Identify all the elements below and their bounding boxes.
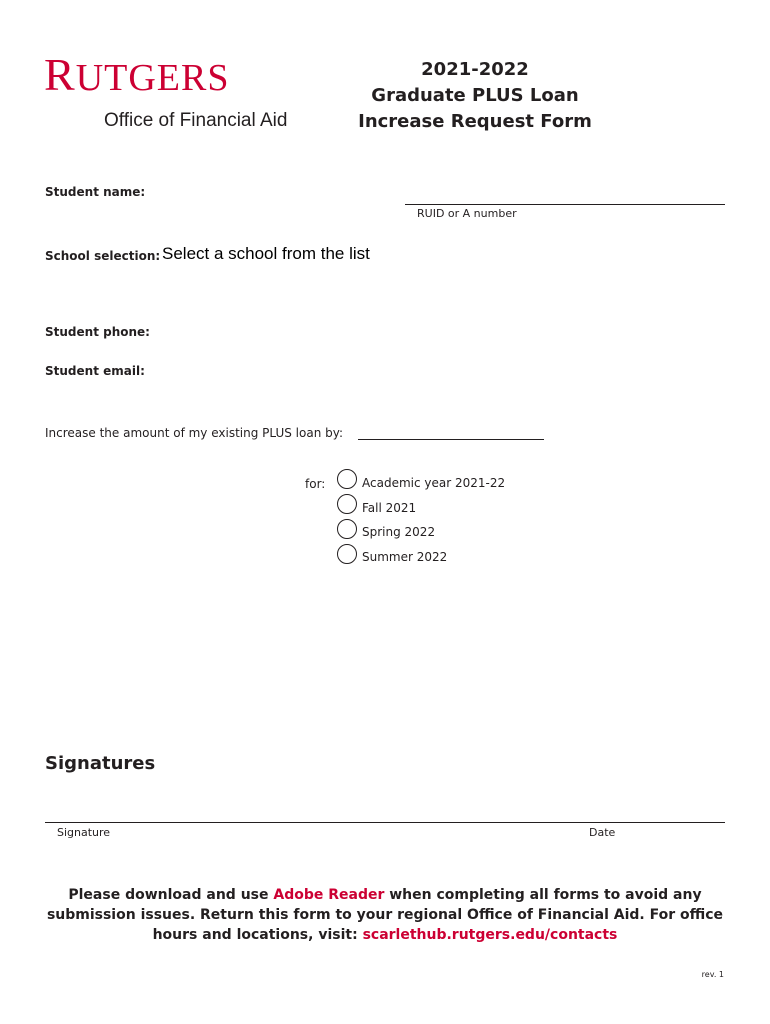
student-phone-label: Student phone: — [45, 325, 150, 339]
footer-notice — [40, 885, 730, 945]
increase-amount-label: Increase the amount of my existing PLUS loan by: — [45, 426, 344, 440]
ruid-caption: RUID or A number — [417, 207, 517, 220]
date-caption: Date — [589, 826, 616, 839]
radio-fall[interactable] — [337, 494, 357, 514]
title-loan: Graduate PLUS Loan — [371, 85, 579, 106]
logo-subtitle: Office of Financial Aid — [104, 110, 288, 131]
student-email-field[interactable] — [145, 357, 545, 379]
school-selection-label: School selection: — [45, 249, 161, 263]
term-summer-label: Summer 2022 — [362, 550, 448, 564]
term-academic-year-label: Academic year 2021-22 — [362, 476, 506, 490]
signature-field[interactable] — [45, 796, 725, 822]
scarlethub-contacts-link[interactable]: scarlethub.rutgers.edu/contacts — [362, 927, 618, 943]
student-phone-field[interactable] — [145, 318, 445, 340]
logo-rest: UTGERS — [75, 57, 230, 99]
radio-summer[interactable] — [337, 544, 357, 564]
signature-caption: Signature — [57, 826, 111, 839]
ruid-field[interactable] — [405, 178, 725, 202]
term-spring-label: Spring 2022 — [362, 525, 436, 539]
footer-text-2: when completing all forms to avoid any submission issues. Return this form to your regional Office of Financial Aid. For office hours and locations, visit: — [46, 887, 724, 943]
form-title — [345, 57, 605, 135]
radio-academic-year[interactable] — [337, 469, 357, 489]
student-name-label: Student name: — [45, 185, 146, 199]
for-label: for: — [305, 477, 326, 491]
student-name-field[interactable] — [140, 178, 395, 200]
adobe-reader-link[interactable]: Adobe Reader — [273, 887, 385, 903]
radio-spring[interactable] — [337, 519, 357, 539]
increase-amount-field[interactable] — [358, 420, 544, 440]
footer-text-1: Please download and use — [68, 887, 274, 903]
signatures-heading: Signatures — [45, 753, 156, 774]
term-fall-label: Fall 2021 — [362, 501, 417, 515]
revision-label: rev. 1 — [701, 970, 724, 979]
rutgers-logo — [44, 49, 230, 101]
signature-line — [45, 822, 725, 823]
student-email-label: Student email: — [45, 364, 145, 378]
title-year: 2021-2022 — [421, 59, 529, 80]
increase-amount-line — [358, 439, 544, 440]
school-selection-dropdown[interactable]: Select a school from the list — [162, 244, 370, 263]
logo-initial: R — [44, 49, 76, 100]
ruid-line — [405, 204, 725, 205]
title-form: Increase Request Form — [358, 111, 592, 132]
